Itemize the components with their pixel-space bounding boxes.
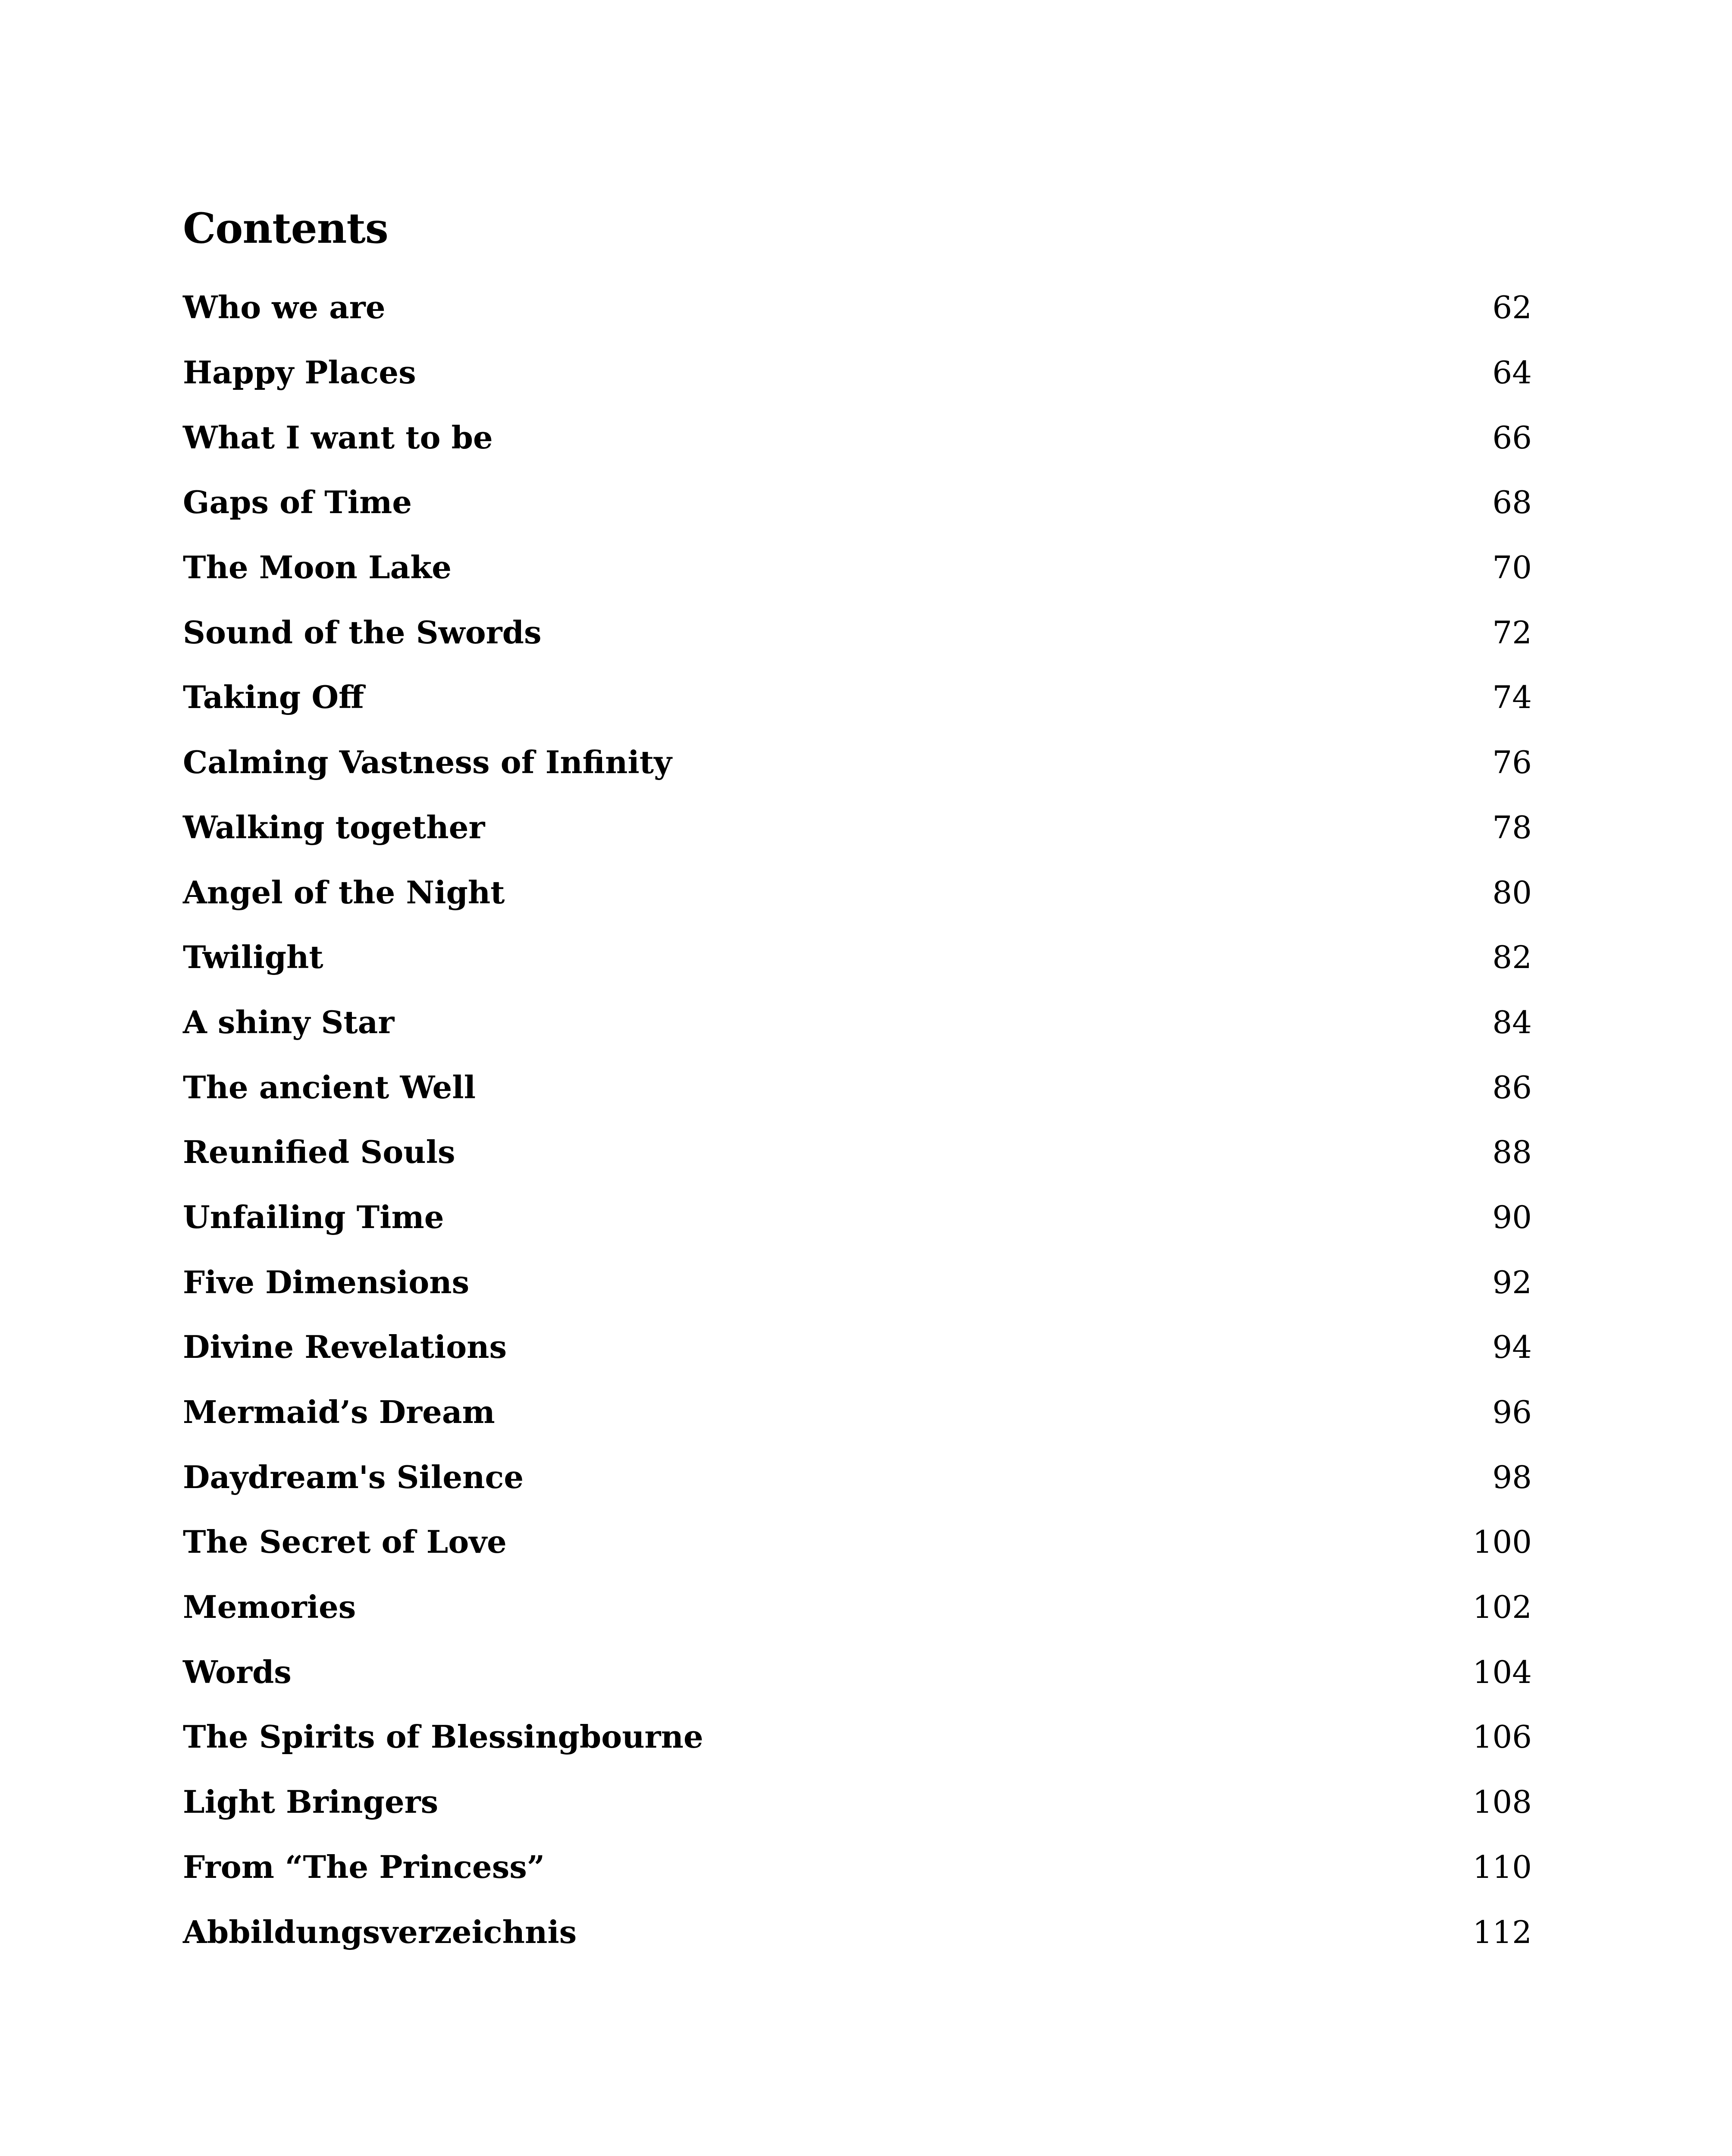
toc-entry-title: Daydream's Silence	[183, 1458, 524, 1495]
toc-entry	[183, 1315, 1532, 1380]
toc-entry	[183, 1770, 1532, 1835]
toc-entry-title: Walking together	[183, 808, 485, 846]
toc-entry-title: The Secret of Love	[183, 1523, 507, 1561]
toc-entry-page-number: 96	[1492, 1394, 1532, 1431]
toc-entry-page-number: 110	[1472, 1849, 1532, 1885]
toc-entry-title: Happy Places	[183, 354, 416, 391]
toc-entry	[183, 405, 1532, 470]
toc-entry-title: The ancient Well	[183, 1069, 476, 1106]
toc-entry-title: From “The Princess”	[183, 1848, 545, 1885]
toc-entry-title: Divine Revelations	[183, 1329, 507, 1366]
toc-entry	[183, 925, 1532, 990]
toc-entry-title: Gaps of Time	[183, 484, 412, 521]
toc-entry	[183, 730, 1532, 795]
toc-entry-page-number: 62	[1492, 289, 1532, 326]
toc-entry-page-number: 78	[1492, 809, 1532, 846]
toc-entry	[183, 1899, 1532, 1965]
toc-entry-page-number: 102	[1472, 1589, 1532, 1626]
toc-entry-page-number: 100	[1472, 1524, 1532, 1561]
toc-entry-page-number: 66	[1492, 419, 1532, 456]
toc-entry-title: Unfailing Time	[183, 1198, 444, 1235]
toc-entry-title: Mermaid’s Dream	[183, 1394, 495, 1431]
toc-entry	[183, 1185, 1532, 1250]
toc-entry-page-number: 112	[1472, 1914, 1532, 1950]
toc-entry	[183, 1835, 1532, 1900]
toc-entry-title: Taking Off	[183, 679, 364, 716]
page-title: Contents	[183, 204, 388, 253]
toc-entry	[183, 1445, 1532, 1510]
toc-entry-page-number: 72	[1492, 614, 1532, 651]
toc-entry	[183, 1575, 1532, 1640]
toc-entry-page-number: 76	[1492, 744, 1532, 781]
toc-entry-title: Twilight	[183, 939, 323, 976]
toc-entry	[183, 600, 1532, 665]
toc-entry-page-number: 90	[1492, 1199, 1532, 1235]
toc-entry-page-number: 98	[1492, 1459, 1532, 1495]
toc-entry	[183, 860, 1532, 925]
toc-entry	[183, 795, 1532, 860]
toc-entry-page-number: 84	[1492, 1004, 1532, 1040]
toc-entry	[183, 665, 1532, 730]
toc-entry	[183, 535, 1532, 600]
toc-entry	[183, 470, 1532, 535]
toc-entry	[183, 1250, 1532, 1315]
toc-entry-page-number: 74	[1492, 679, 1532, 716]
toc-entry	[183, 340, 1532, 405]
toc-entry-title: Light Bringers	[183, 1783, 439, 1821]
toc-entry-page-number: 92	[1492, 1264, 1532, 1300]
toc-entry-title: A shiny Star	[183, 1003, 395, 1040]
table-of-contents	[183, 275, 1532, 1965]
toc-entry-page-number: 82	[1492, 939, 1532, 976]
toc-entry-page-number: 94	[1492, 1329, 1532, 1366]
toc-entry-title: Abbildungsverzeichnis	[183, 1913, 577, 1950]
toc-entry	[183, 275, 1532, 340]
toc-entry-page-number: 64	[1492, 354, 1532, 391]
toc-entry-title: Five Dimensions	[183, 1263, 470, 1300]
toc-entry-title: Memories	[183, 1589, 356, 1626]
toc-entry	[183, 1705, 1532, 1770]
toc-entry-page-number: 68	[1492, 484, 1532, 521]
toc-entry	[183, 1055, 1532, 1120]
toc-entry-title: The Moon Lake	[183, 549, 452, 586]
toc-entry-page-number: 86	[1492, 1069, 1532, 1106]
toc-entry	[183, 990, 1532, 1055]
toc-entry-title: Words	[183, 1653, 292, 1690]
toc-entry	[183, 1380, 1532, 1445]
toc-entry	[183, 1120, 1532, 1185]
toc-entry-page-number: 88	[1492, 1134, 1532, 1171]
toc-entry-title: Sound of the Swords	[183, 614, 542, 651]
toc-entry-page-number: 80	[1492, 874, 1532, 911]
toc-entry-title: Angel of the Night	[183, 874, 505, 911]
toc-entry-title: Who we are	[183, 289, 386, 326]
toc-entry-page-number: 104	[1472, 1654, 1532, 1690]
toc-entry-page-number: 70	[1492, 549, 1532, 586]
toc-entry-title: What I want to be	[183, 419, 493, 456]
toc-entry-title: Reunified Souls	[183, 1134, 455, 1171]
toc-entry-page-number: 108	[1472, 1784, 1532, 1821]
toc-entry	[183, 1639, 1532, 1705]
toc-entry	[183, 1510, 1532, 1575]
toc-entry-page-number: 106	[1472, 1719, 1532, 1755]
toc-entry-title: The Spirits of Blessingbourne	[183, 1718, 703, 1755]
toc-entry-title: Calming Vastness of Infinity	[183, 744, 672, 781]
